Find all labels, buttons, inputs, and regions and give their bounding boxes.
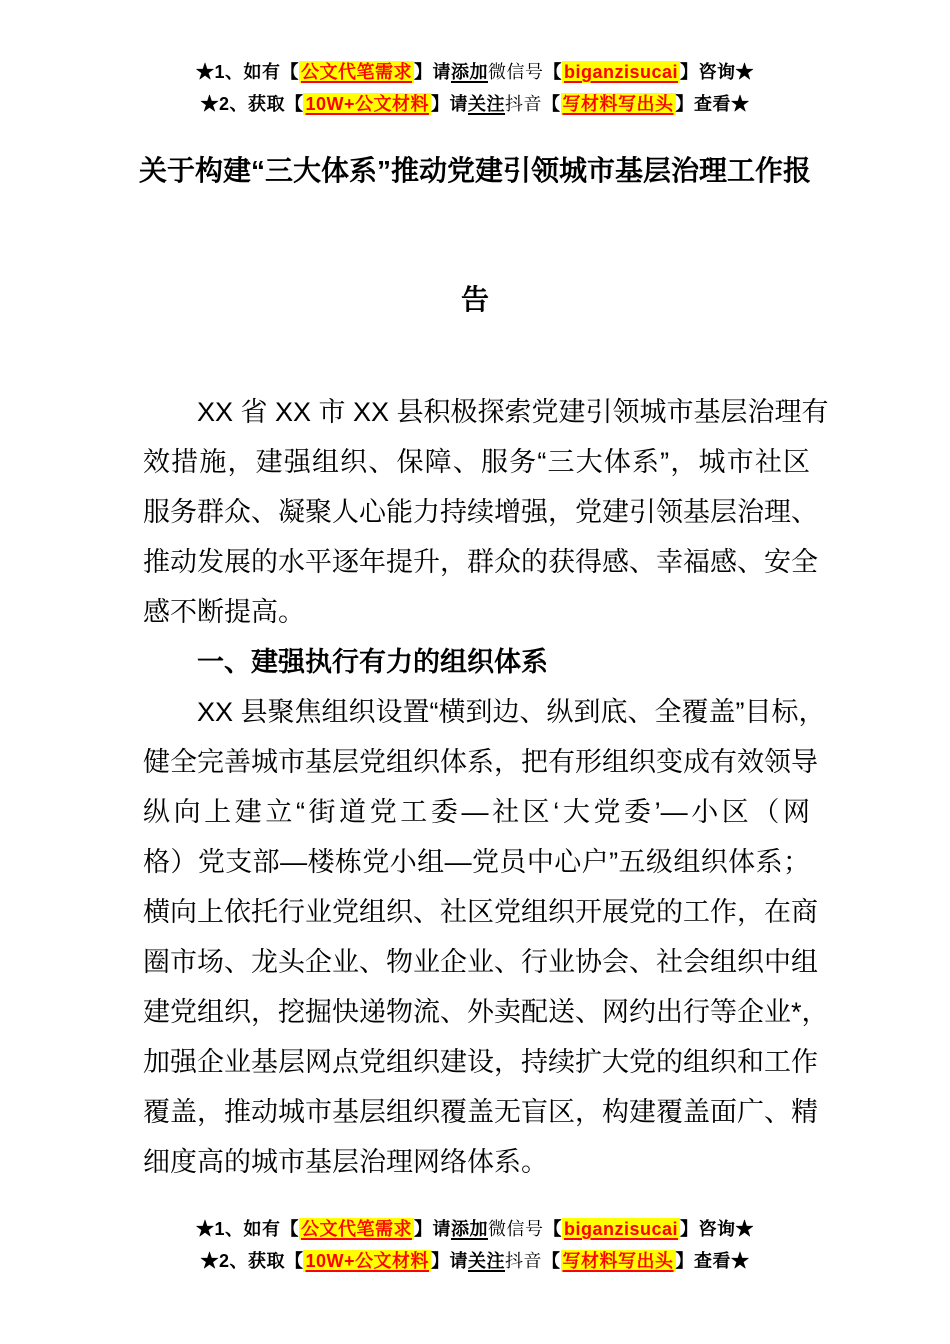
highlighted-promo-text: 公文代笔需求 <box>300 1219 412 1239</box>
paragraph-line: 圈市场、龙头企业、物业企业、行业协会、社会组织中组 <box>143 947 818 977</box>
promo-text: 【 <box>542 94 561 114</box>
promo-text: 】请 <box>413 1219 451 1239</box>
promo-text: 【 <box>543 62 562 82</box>
footer-promo <box>0 1213 950 1277</box>
document-title <box>0 146 950 325</box>
promo-text: ★2、获取【 <box>200 94 304 114</box>
promo-line <box>0 1213 950 1245</box>
promo-text: 】请 <box>413 62 451 82</box>
promo-text: 】查看★ <box>675 94 750 114</box>
promo-text: 微信号 <box>487 62 544 82</box>
promo-line <box>0 88 950 120</box>
promo-text: ★2、获取【 <box>200 1251 304 1271</box>
highlighted-promo-text: 写材料写出头 <box>562 1251 674 1271</box>
section-heading: 一、建强执行有力的组织体系 <box>197 647 548 677</box>
promo-text: 【 <box>542 1251 561 1271</box>
paragraph-line: 细度高的城市基层治理网络体系。 <box>143 1147 548 1177</box>
promo-text: 添加 <box>450 1219 488 1239</box>
paragraph-line: 健全完善城市基层党组织体系，把有形组织变成有效领导 <box>143 747 818 777</box>
paragraph-line: 格）党支部—楼栋党小组—党员中心户”五级组织体系； <box>143 847 810 877</box>
title-line: 关于构建“三大体系”推动党建引领城市基层治理工作报 <box>138 155 811 186</box>
paragraph-line: 效措施，建强组织、保障、服务“三大体系”，城市社区 <box>143 447 810 477</box>
promo-text: 添加 <box>450 62 488 82</box>
paragraph-line: 推动发展的水平逐年提升，群众的获得感、幸福感、安全 <box>143 547 818 577</box>
paragraph-line: 覆盖，推动城市基层组织覆盖无盲区，构建覆盖面广、精 <box>143 1097 818 1127</box>
paragraph-line: XX 省 XX 市 XX 县积极探索党建引领城市基层治理有 <box>197 397 829 427</box>
promo-text: 抖音 <box>505 1251 543 1271</box>
highlighted-promo-text: 10W+公文材料 <box>305 94 430 114</box>
promo-text: 关注 <box>468 94 506 114</box>
promo-line <box>0 56 950 88</box>
promo-text: 抖音 <box>505 94 543 114</box>
highlighted-promo-text: 公文代笔需求 <box>300 62 412 82</box>
title-line: 告 <box>460 284 489 315</box>
promo-text: 】咨询★ <box>680 1219 755 1239</box>
highlighted-promo-text: 写材料写出头 <box>562 94 674 114</box>
paragraph-line: 加强企业基层网点党组织建设，持续扩大党的组织和工作 <box>143 1047 818 1077</box>
promo-text: 】请 <box>431 1251 469 1271</box>
promo-text: 】请 <box>431 94 469 114</box>
paragraph-line: 横向上依托行业党组织、社区党组织开展党的工作，在商 <box>143 897 818 927</box>
promo-text: 】查看★ <box>675 1251 750 1271</box>
promo-text: 关注 <box>468 1251 506 1271</box>
paragraph-line: 服务群众、凝聚人心能力持续增强，党建引领基层治理、 <box>143 497 818 527</box>
highlighted-promo-text: 10W+公文材料 <box>305 1251 430 1271</box>
highlighted-promo-text: biganzisucai <box>563 62 679 82</box>
promo-text: 】咨询★ <box>680 62 755 82</box>
promo-text: 【 <box>543 1219 562 1239</box>
promo-text: ★1、如有【 <box>195 62 299 82</box>
paragraph-line: 纵向上建立“街道党工委—社区‘大党委’—小区（网 <box>143 797 810 827</box>
highlighted-promo-text: biganzisucai <box>563 1219 679 1239</box>
promo-line <box>0 1245 950 1277</box>
promo-text: 微信号 <box>487 1219 544 1239</box>
document-body <box>143 387 829 1187</box>
header-promo <box>0 56 950 120</box>
paragraph-line: 感不断提高。 <box>143 597 305 627</box>
paragraph-line: 建党组织，挖掘快递物流、外卖配送、网约出行等企业*， <box>143 997 829 1027</box>
paragraph-line: XX 县聚焦组织设置“横到边、纵到底、全覆盖”目标， <box>197 697 826 727</box>
promo-text: ★1、如有【 <box>195 1219 299 1239</box>
